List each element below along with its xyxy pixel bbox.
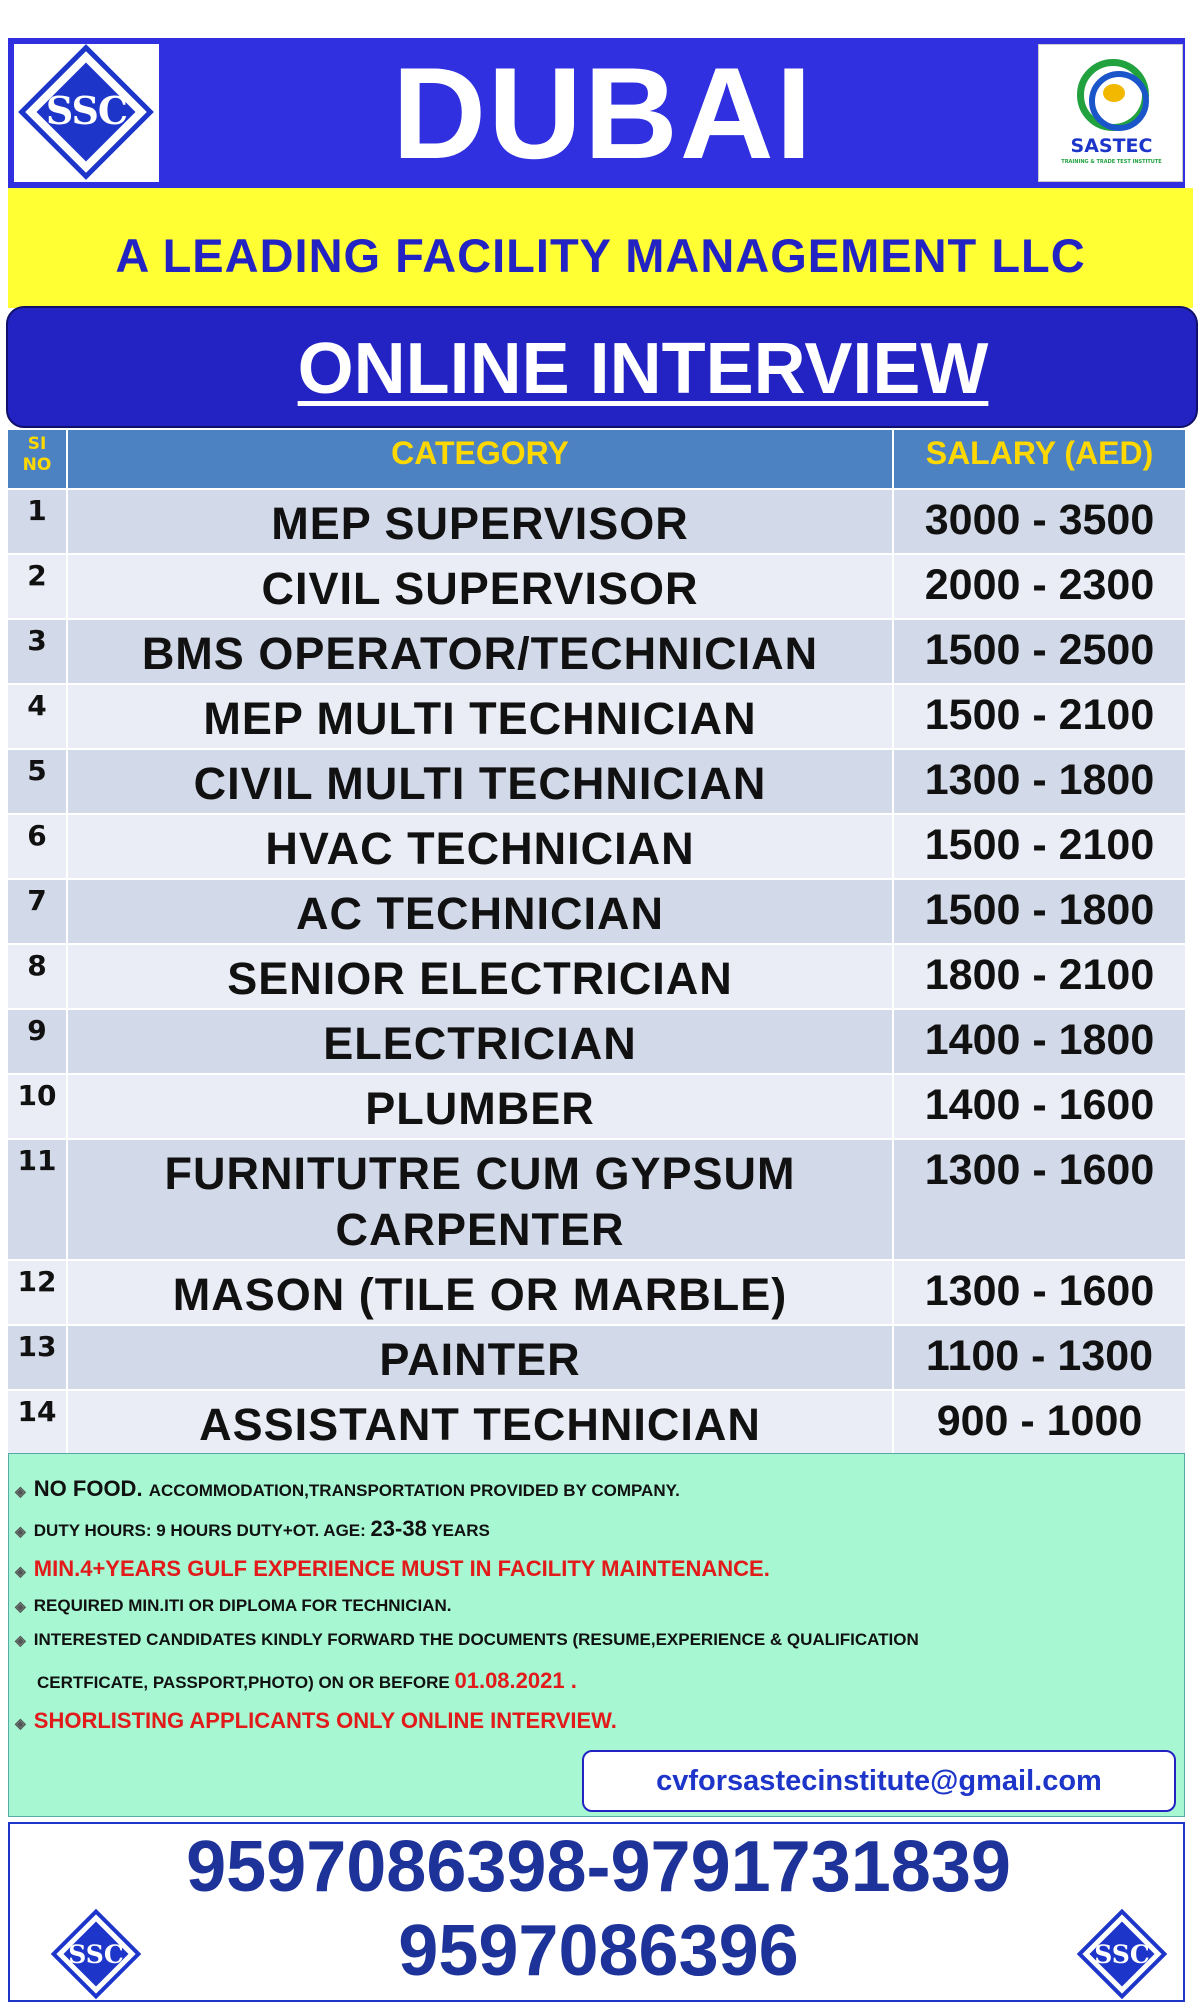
row-number: 8	[27, 949, 47, 982]
row-number: 3	[27, 624, 47, 657]
header-si-no: SI NO	[22, 434, 52, 475]
interview-banner	[6, 306, 1198, 428]
row-category: MEP MULTI TECHNICIAN	[66, 685, 892, 748]
row-number: 4	[27, 689, 47, 722]
contact-footer	[8, 1822, 1185, 2002]
table-row	[8, 1324, 1185, 1389]
header-salary: SALARY (AED)	[892, 430, 1185, 488]
note-experience: ◈ MIN.4+YEARS GULF EXPERIENCE MUST IN FACILITY MAINTENANCE.	[15, 1556, 770, 1581]
row-salary: 1300 - 1600	[892, 1140, 1185, 1259]
note-shortlisting: ◈ SHORLISTING APPLICANTS ONLY ONLINE INTERVIEW.	[15, 1708, 617, 1733]
table-row	[8, 1008, 1185, 1073]
bullet-icon: ◈	[15, 1523, 26, 1539]
row-salary: 1400 - 1600	[892, 1075, 1185, 1138]
header-category: CATEGORY	[66, 430, 892, 488]
company-band	[8, 188, 1193, 308]
notes-panel	[8, 1453, 1185, 1817]
sastec-logo-name: SASTEC	[1070, 135, 1153, 157]
note-documents-cont: CERTFICATE, PASSPORT,PHOTO) ON OR BEFORE 01.08.2021 .	[37, 1668, 577, 1693]
row-salary: 2000 - 2300	[892, 555, 1185, 618]
row-category: PLUMBER	[66, 1075, 892, 1138]
row-number: 9	[27, 1014, 47, 1047]
row-number: 14	[17, 1395, 57, 1428]
row-number: 7	[27, 884, 47, 917]
company-name: A LEADING FACILITY MANAGEMENT LLC	[115, 229, 1086, 282]
table-header	[8, 430, 1185, 488]
row-salary: 1500 - 2500	[892, 620, 1185, 683]
note-food: ◈ NO FOOD. ACCOMMODATION,TRANSPORTATION PROVIDED BY COMPANY.	[15, 1476, 680, 1501]
note-qualification: ◈ REQUIRED MIN.ITI OR DIPLOMA FOR TECHNICIAN.	[15, 1596, 452, 1615]
row-salary: 3000 - 3500	[892, 490, 1185, 553]
row-category: BMS OPERATOR/TECHNICIAN	[66, 620, 892, 683]
table-row	[8, 943, 1185, 1008]
footer-ssc-logo-right: SSC	[1074, 1908, 1170, 2004]
row-category: MASON (TILE OR MARBLE)	[66, 1261, 892, 1324]
sastec-logo-subtitle: TRAINING & TRADE TEST INSTITUTE	[1061, 159, 1162, 165]
email-address[interactable]: cvforsastecinstitute@gmail.com	[582, 1750, 1176, 1812]
note-documents: ◈ INTERESTED CANDIDATES KINDLY FORWARD THE DOCUMENTS (RESUME,EXPERIENCE & QUALIFICATION	[15, 1630, 919, 1649]
row-salary: 1500 - 1800	[892, 880, 1185, 943]
row-category: CIVIL MULTI TECHNICIAN	[66, 750, 892, 813]
bullet-icon: ◈	[15, 1632, 26, 1648]
row-number: 11	[17, 1144, 57, 1177]
table-row	[8, 1138, 1185, 1259]
row-salary: 1500 - 2100	[892, 685, 1185, 748]
header-band	[8, 38, 1185, 188]
table-row	[8, 488, 1185, 553]
ssc-logo-text: SSC	[45, 88, 128, 133]
table-row	[8, 1073, 1185, 1138]
row-salary: 1100 - 1300	[892, 1326, 1185, 1389]
row-number: 5	[27, 754, 47, 787]
row-number: 1	[27, 494, 47, 527]
table-row	[8, 1259, 1185, 1324]
row-category: FURNITUTRE CUM GYPSUM CARPENTER	[66, 1140, 892, 1259]
row-number: 2	[27, 559, 47, 592]
bullet-icon: ◈	[15, 1483, 26, 1499]
row-category: SENIOR ELECTRICIAN	[66, 945, 892, 1008]
table-row	[8, 1389, 1185, 1454]
row-salary: 1300 - 1800	[892, 750, 1185, 813]
row-number: 10	[17, 1079, 57, 1112]
interview-title: ONLINE INTERVIEW	[297, 329, 989, 409]
table-row	[8, 813, 1185, 878]
table-row	[8, 683, 1185, 748]
row-category: CIVIL SUPERVISOR	[66, 555, 892, 618]
footer-ssc-logo-left: SSC	[48, 1908, 144, 2004]
bullet-icon: ◈	[15, 1598, 26, 1614]
row-category: ASSISTANT TECHNICIAN	[66, 1391, 892, 1454]
table-row	[8, 618, 1185, 683]
bullet-icon: ◈	[15, 1715, 26, 1731]
sastec-globe-icon	[1077, 59, 1149, 131]
sastec-logo	[1038, 44, 1183, 182]
table-row	[8, 878, 1185, 943]
phone-number-secondary[interactable]: 9597086396	[398, 1911, 799, 1991]
table-row	[8, 553, 1185, 618]
row-salary: 1400 - 1800	[892, 1010, 1185, 1073]
row-number: 12	[17, 1265, 57, 1298]
row-salary: 1300 - 1600	[892, 1261, 1185, 1324]
row-category: AC TECHNICIAN	[66, 880, 892, 943]
bullet-icon: ◈	[15, 1563, 26, 1579]
row-number: 6	[27, 819, 47, 852]
row-number: 13	[17, 1330, 57, 1363]
row-salary: 900 - 1000	[892, 1391, 1185, 1454]
note-duty-age: ◈ DUTY HOURS: 9 HOURS DUTY+OT. AGE: 23-38 YEARS	[15, 1516, 490, 1541]
row-salary: 1800 - 2100	[892, 945, 1185, 1008]
row-category: MEP SUPERVISOR	[66, 490, 892, 553]
table-row	[8, 748, 1185, 813]
row-salary: 1500 - 2100	[892, 815, 1185, 878]
jobs-table	[8, 430, 1185, 1454]
row-category: ELECTRICIAN	[66, 1010, 892, 1073]
phone-numbers-primary[interactable]: 9597086398-9791731839	[186, 1827, 1011, 1907]
row-category: HVAC TECHNICIAN	[66, 815, 892, 878]
row-category: PAINTER	[66, 1326, 892, 1389]
ssc-logo	[14, 44, 159, 182]
page-title: DUBAI	[392, 40, 814, 186]
